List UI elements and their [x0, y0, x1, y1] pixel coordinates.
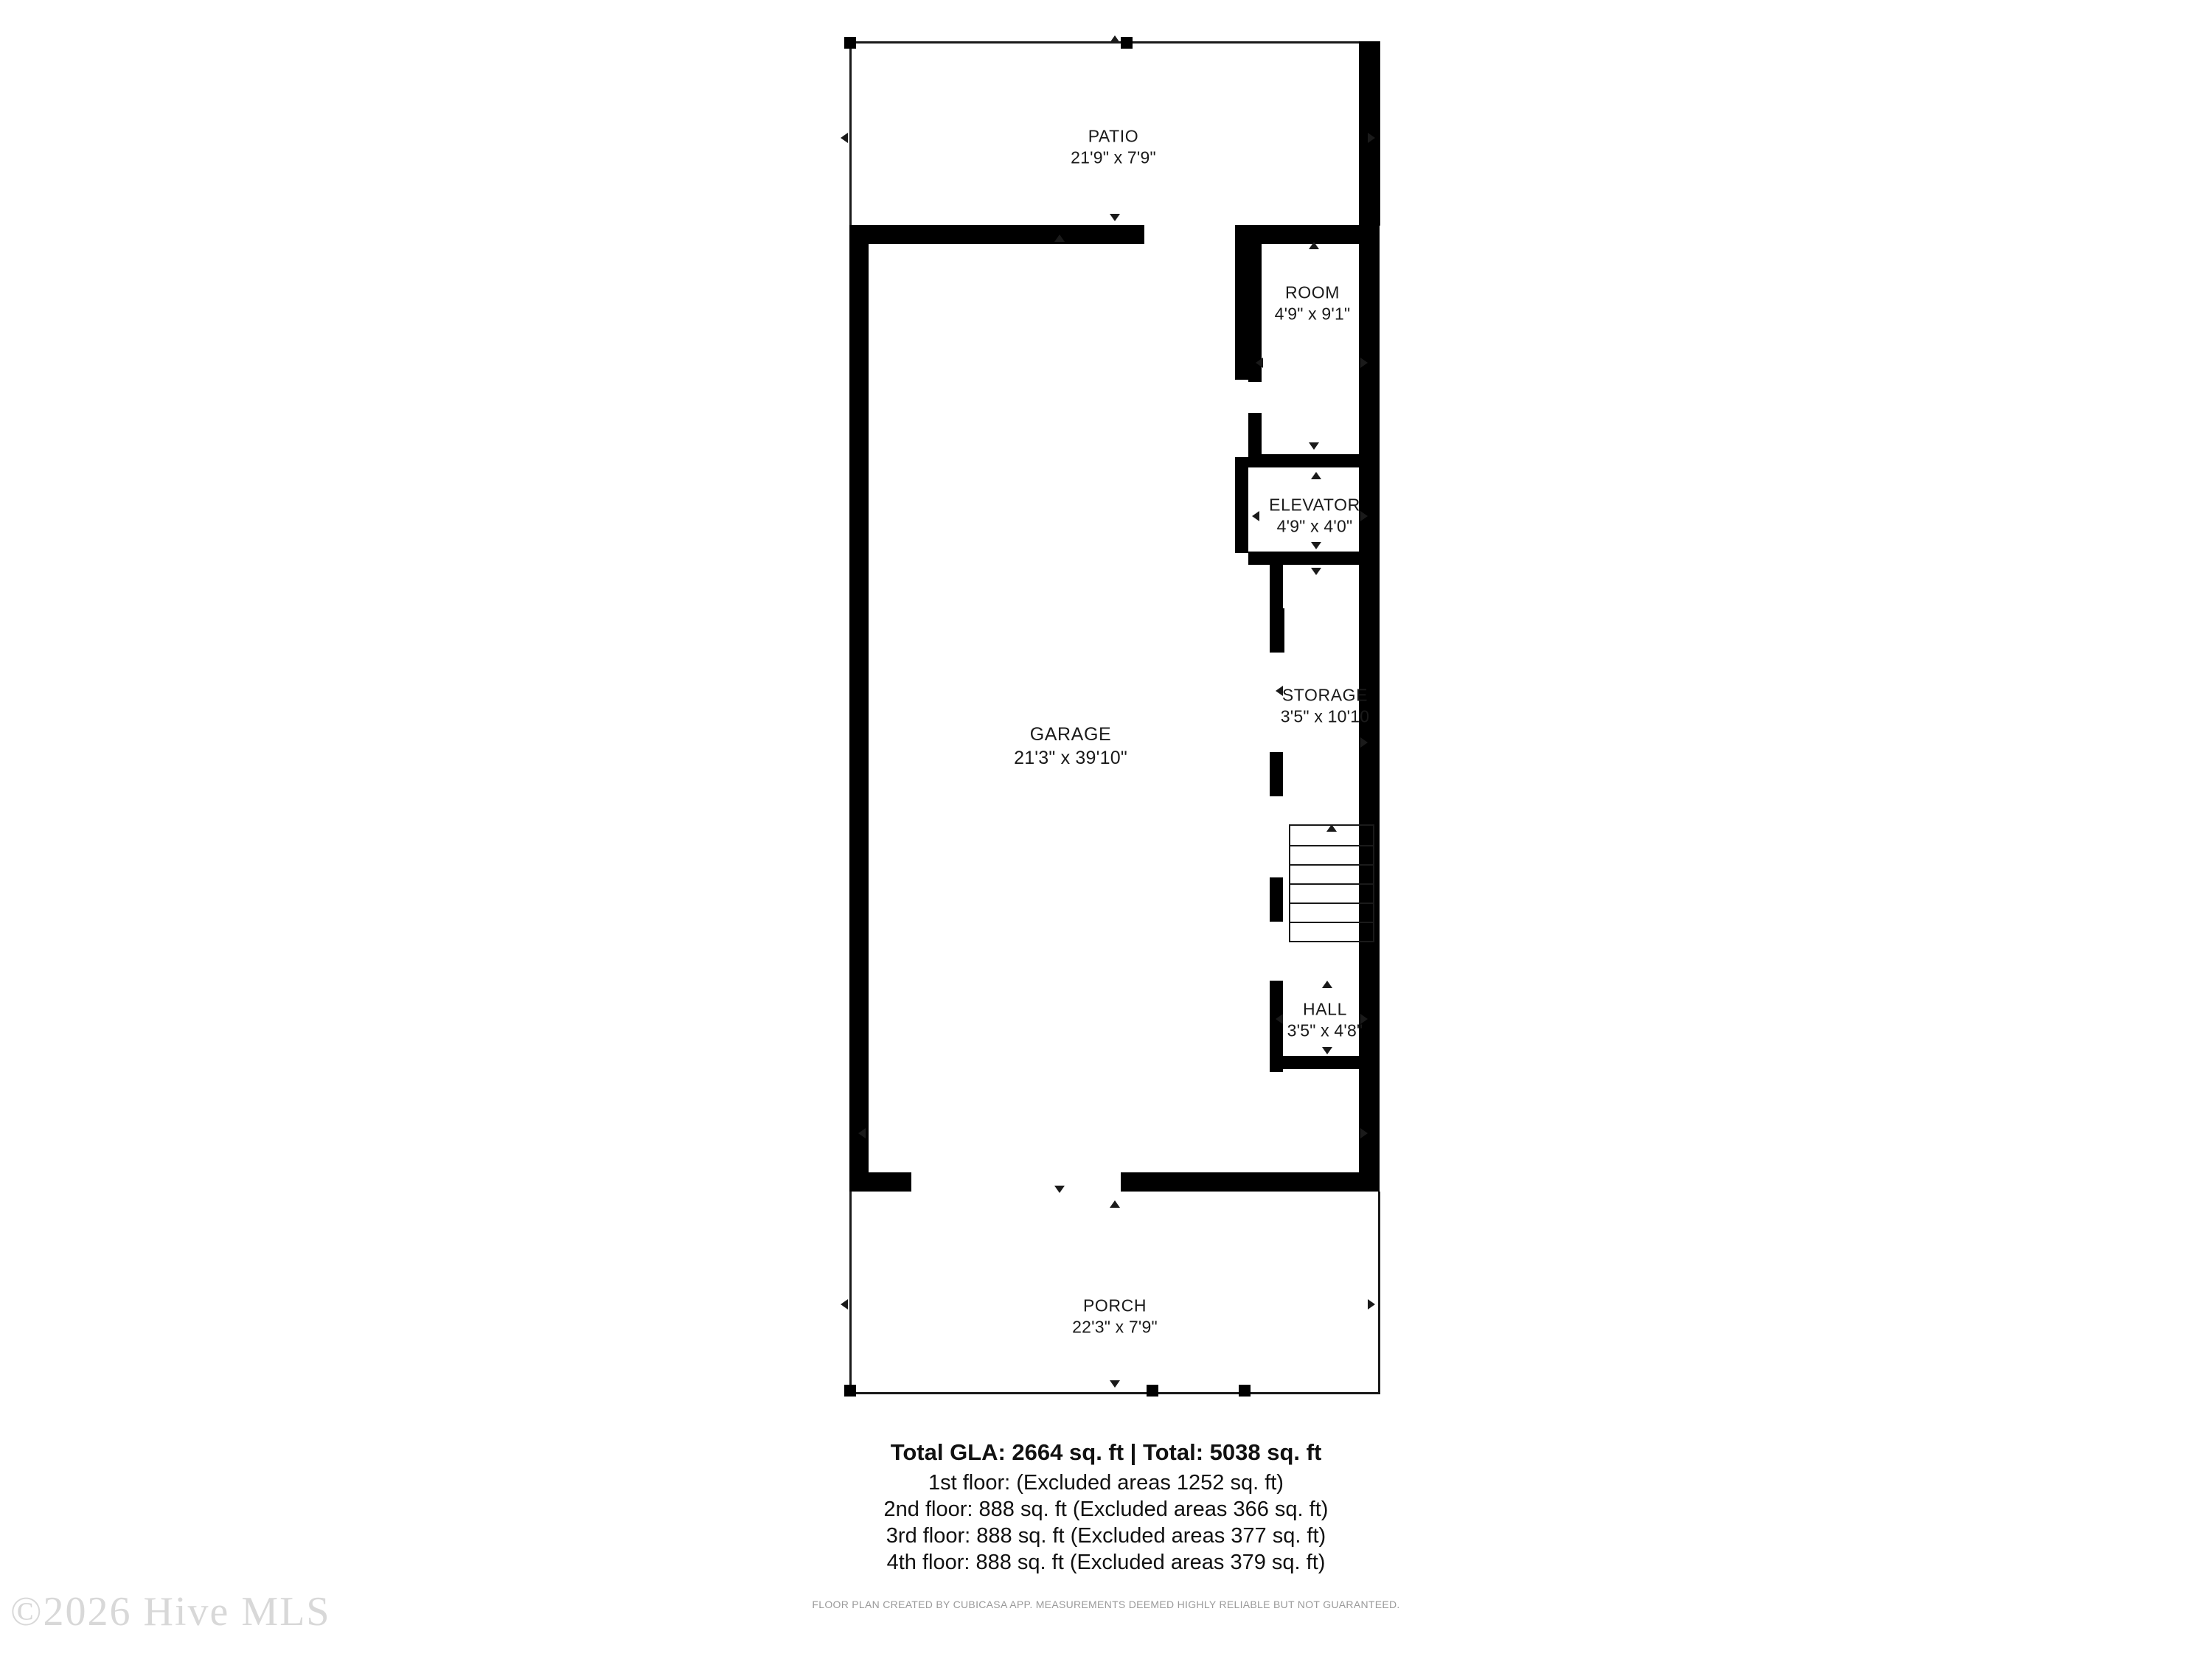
elevator-arrow-up: [1311, 472, 1321, 479]
porch-corner-tick-right: [1239, 1385, 1251, 1397]
patio-arrow-left: [841, 133, 848, 143]
porch-dims: 22'3" x 7'9": [1072, 1318, 1158, 1337]
room-wall-bottom: [1248, 454, 1380, 467]
floor-line-3: 3rd floor: 888 sq. ft (Excluded areas 377 sq. ft): [886, 1524, 1326, 1548]
porch-wall-right: [1378, 1192, 1380, 1394]
total-gla-line: Total GLA: 2664 sq. ft | Total: 5038 sq. ft: [890, 1439, 1322, 1465]
stair-step: [1290, 883, 1373, 885]
elevator-name: ELEVATOR: [1269, 495, 1360, 515]
stair-step: [1290, 902, 1373, 904]
garage-wall-left: [849, 225, 869, 1192]
floor-line-1: 1st floor: (Excluded areas 1252 sq. ft): [928, 1471, 1284, 1495]
porch-arrow-left: [841, 1299, 848, 1310]
room-dims: 4'9" x 9'1": [1274, 305, 1351, 324]
garage-top-arrow: [1054, 234, 1065, 242]
porch-arrow-right: [1368, 1299, 1375, 1310]
porch-arrow-up: [1110, 1200, 1120, 1208]
stair-step: [1290, 845, 1373, 846]
interior-wall-vertical-elevator: [1235, 457, 1248, 553]
storage-arrow-right: [1360, 737, 1368, 748]
room-label-elevator: [1269, 495, 1360, 538]
hall-wall-bottom: [1270, 1056, 1380, 1069]
elevator-dims: 4'9" x 4'0": [1276, 517, 1353, 536]
room-arrow-down: [1309, 442, 1319, 450]
porch-wall-left: [849, 1192, 852, 1394]
interior-wall-vertical-upper: [1235, 225, 1248, 380]
hall-arrow-up: [1322, 981, 1332, 988]
patio-dims: 21'9" x 7'9": [1071, 148, 1156, 167]
porch-corner-tick-left: [844, 1385, 856, 1397]
room-name: ROOM: [1285, 282, 1340, 302]
room-label-garage: [1014, 723, 1127, 770]
garage-wall-bottom-right: [1283, 1172, 1380, 1192]
storage-arrow-left: [1276, 686, 1283, 696]
patio-arrow-down: [1110, 214, 1120, 221]
floor-line-2: 2nd floor: 888 sq. ft (Excluded areas 366 sq. ft): [883, 1498, 1329, 1521]
elevator-arrow-down: [1311, 542, 1321, 549]
stair-step: [1290, 864, 1373, 866]
room-label-hall: [1287, 999, 1363, 1043]
interior-wall-vertical-storage-lower: [1270, 752, 1283, 796]
patio-arrow-up: [1110, 35, 1120, 43]
room-arrow-up: [1309, 242, 1319, 249]
stair-step: [1290, 922, 1373, 923]
storage-dims: 3'5" x 10'10: [1280, 707, 1370, 726]
patio-arrow-right: [1368, 133, 1375, 143]
room-label-porch: [1072, 1295, 1158, 1339]
area-summary: [0, 1439, 2212, 1577]
patio-name: PATIO: [1088, 126, 1139, 146]
garage-arrow-left: [858, 1128, 866, 1138]
garage-door-arrow: [1054, 1186, 1065, 1193]
hall-arrow-left: [1276, 1014, 1283, 1024]
porch-wall-bottom: [849, 1392, 1380, 1394]
floor-line-4: 4th floor: 888 sq. ft (Excluded areas 379 sq. ft): [886, 1551, 1326, 1574]
patio-corner-tick-left: [844, 37, 856, 49]
hall-name: HALL: [1303, 999, 1347, 1019]
interior-wall-vertical-hall: [1270, 877, 1283, 922]
room-label-storage: [1281, 685, 1369, 728]
room-wall-left-lower: [1248, 413, 1262, 467]
room-arrow-left: [1256, 358, 1263, 368]
mls-watermark: ©2026 Hive MLS: [10, 1589, 331, 1635]
patio-wall-left: [849, 41, 852, 226]
elevator-wall-bottom: [1248, 552, 1380, 565]
garage-wall-bottom-left: [849, 1172, 911, 1192]
elevator-arrow-right: [1360, 511, 1368, 521]
hall-arrow-down: [1322, 1047, 1332, 1054]
staircase: [1289, 824, 1374, 942]
garage-arrow-right: [1360, 1128, 1368, 1138]
patio-corner-tick-mid: [1121, 37, 1133, 49]
room-label-patio: [1071, 126, 1156, 170]
porch-name: PORCH: [1082, 1295, 1147, 1315]
elevator-arrow-left: [1252, 511, 1259, 521]
storage-wall-upper-stub: [1270, 608, 1284, 653]
porch-corner-tick-mid: [1147, 1385, 1158, 1397]
elevator-arrow-door: [1311, 568, 1321, 575]
garage-wall-top: [849, 225, 1144, 244]
storage-name: STORAGE: [1281, 685, 1368, 705]
porch-arrow-down: [1110, 1380, 1120, 1388]
hall-arrow-right: [1360, 1014, 1368, 1024]
garage-name: GARAGE: [1029, 724, 1112, 745]
stairs-direction-arrow: [1326, 824, 1337, 832]
garage-dims: 21'3" x 39'10": [1014, 748, 1127, 768]
room-arrow-right: [1360, 358, 1368, 368]
hall-dims: 3'5" x 4'8": [1287, 1021, 1363, 1040]
disclaimer-text: FLOOR PLAN CREATED BY CUBICASA APP. MEASUREMENTS DEEMED HIGHLY RELIABLE BUT NOT GUARANTEED.: [812, 1599, 1400, 1610]
room-label-room: [1275, 282, 1351, 326]
garage-wall-bottom-mid: [1121, 1172, 1283, 1192]
